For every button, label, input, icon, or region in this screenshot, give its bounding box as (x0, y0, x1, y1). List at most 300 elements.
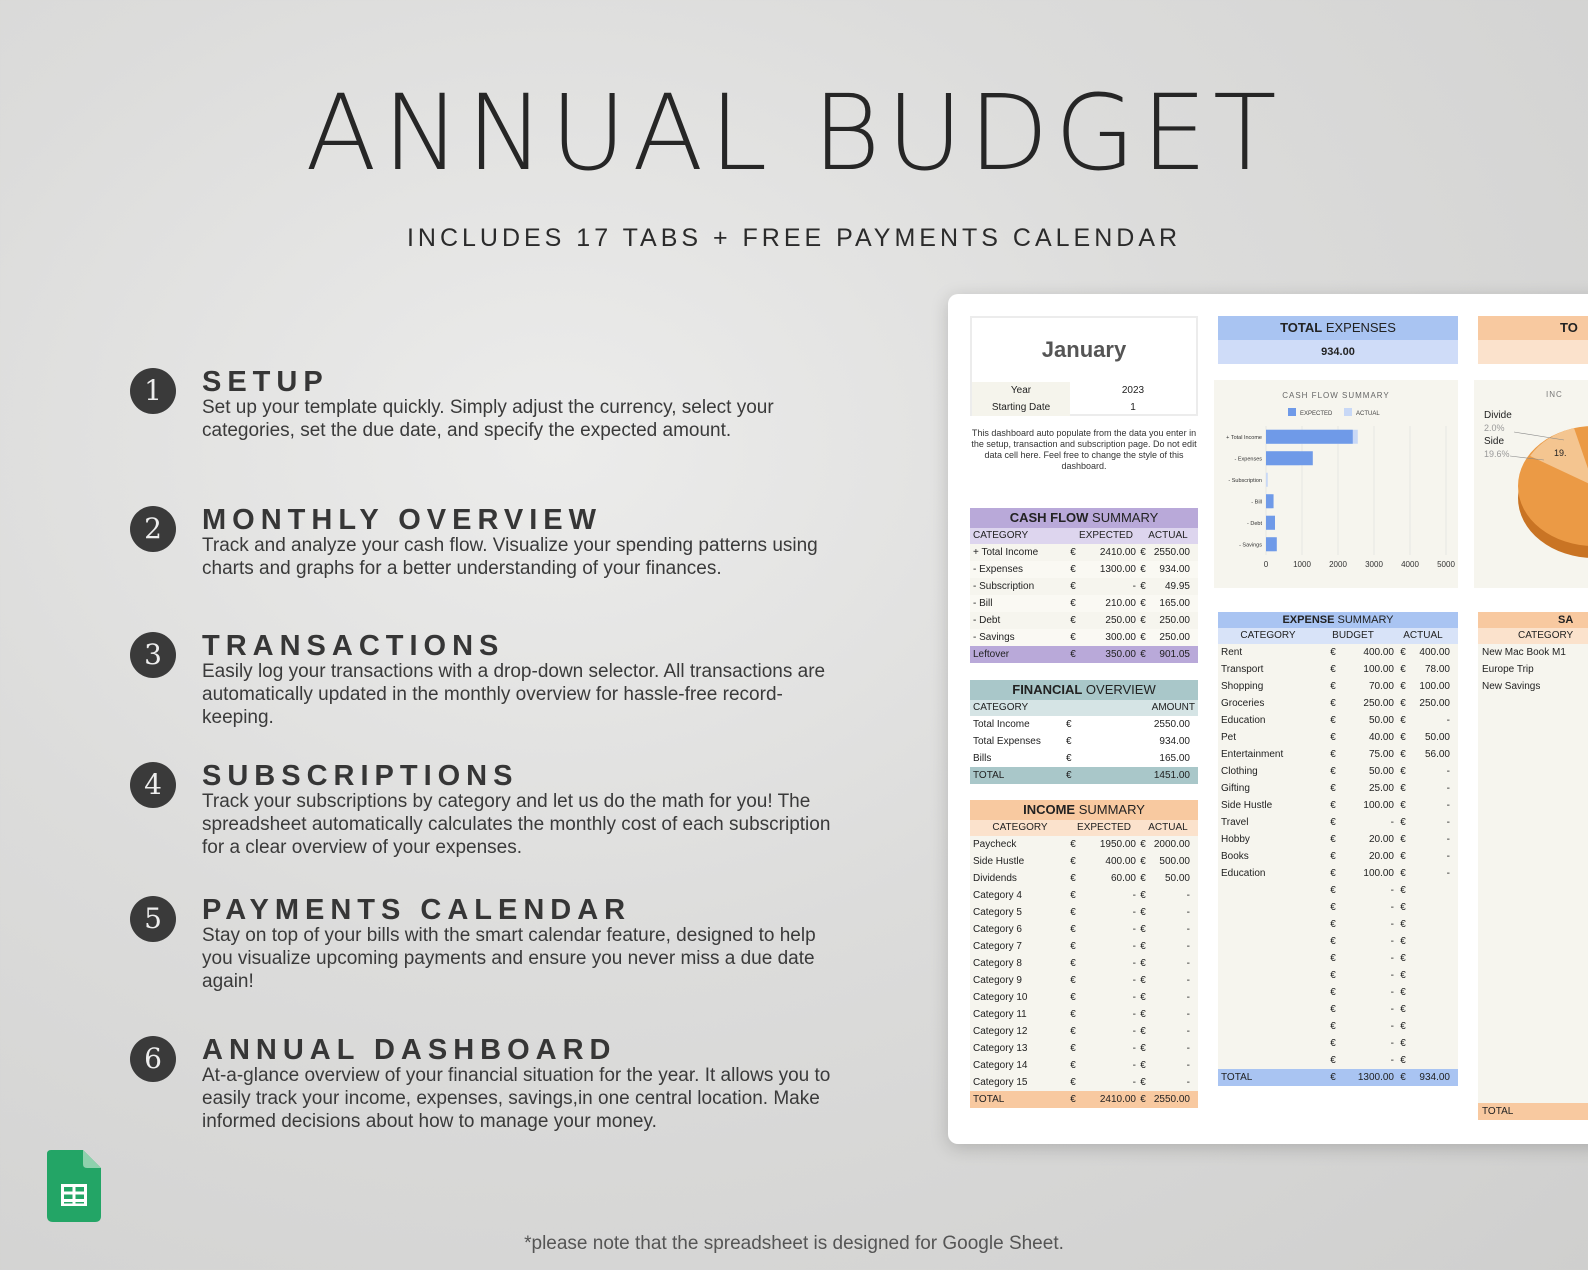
cell: € (1140, 941, 1146, 952)
cashflow-header (970, 508, 1198, 528)
cell: - (1446, 766, 1450, 777)
table-row (1218, 1001, 1458, 1018)
col-actual: ACTUAL (1403, 630, 1443, 641)
cell: 350.00 (1105, 649, 1136, 660)
page-subtitle: INCLUDES 17 TABS + FREE PAYMENTS CALENDAR (406, 224, 1182, 252)
pie-title: INC (1546, 390, 1563, 399)
cell (1412, 950, 1458, 967)
col-expected: EXPECTED (1077, 822, 1131, 833)
y-category-label: - Savings (1239, 542, 1262, 549)
table-row (970, 578, 1198, 595)
cell: Bills (973, 753, 992, 764)
cell: Total Expenses (973, 736, 1041, 747)
month-card (970, 316, 1198, 416)
cell: 20.00 (1368, 851, 1394, 862)
financial-overview-table (970, 680, 1198, 784)
cell: € (1140, 1009, 1146, 1020)
cell: € (1400, 987, 1406, 998)
cashflow-column-headers (970, 528, 1198, 544)
feature-number-badge: 4 (130, 762, 176, 808)
year-value[interactable]: 2023 (1121, 385, 1145, 396)
cell: Category 6 (973, 924, 1022, 935)
cell: Books (1221, 851, 1249, 862)
cell: Groceries (1221, 698, 1265, 709)
cell: - (1186, 941, 1190, 952)
savings-summary-table (1478, 612, 1588, 1120)
feature-6 (130, 1034, 850, 1154)
cell: € (1140, 907, 1146, 918)
cell: € (1400, 817, 1406, 828)
cell (1218, 950, 1324, 967)
cell: - (1186, 907, 1190, 918)
cell: Total Income (973, 719, 1030, 730)
table-row (970, 921, 1198, 938)
cell: - (1186, 1009, 1190, 1020)
cell: - (1132, 1077, 1136, 1088)
cell: Category 15 (973, 1077, 1028, 1088)
cell (1218, 933, 1324, 950)
table-row (970, 938, 1198, 955)
cell: € (1140, 856, 1146, 867)
cell: € (1140, 1026, 1146, 1037)
x-tick-label: 4000 (1401, 560, 1419, 569)
cell: € (1400, 647, 1406, 658)
cashflow-chart (1214, 380, 1458, 588)
cell: € (1140, 649, 1146, 660)
col-amount: AMOUNT (1151, 702, 1195, 713)
pie-pct-1: 2.0% (1484, 423, 1505, 433)
chart-title: CASH FLOW SUMMARY (1282, 391, 1390, 400)
cell: € (1070, 941, 1076, 952)
table-row (1218, 848, 1458, 865)
cell: - (1390, 936, 1394, 947)
y-category-label: - Bill (1251, 499, 1262, 506)
cell (1412, 984, 1458, 1001)
cell: € (1400, 970, 1406, 981)
table-row (970, 989, 1198, 1006)
feature-description: Track your subscriptions by category and let us do the math for you! The spreadsheet automatically calculates the monthly cost of each subscription for a clear overview of your expenses. (202, 791, 831, 858)
cell: € (1140, 1060, 1146, 1071)
cashflow-rows (970, 544, 1198, 663)
cell: 49.95 (1164, 581, 1190, 592)
total-other-card (1478, 316, 1588, 364)
cell: 1300.00 (1099, 564, 1136, 575)
cell: Category 9 (973, 975, 1022, 986)
cell: € (1400, 715, 1406, 726)
cell: € (1400, 698, 1406, 709)
cell: - (1132, 1026, 1136, 1037)
total-other-value (1478, 340, 1588, 364)
feature-description: At-a-glance overview of your financial situation for the year. It allows you to easily track your income, expenses, savings,in one central location. Make informed decisions about how to manage your money. (202, 1065, 831, 1132)
table-row (970, 870, 1198, 887)
cell: € (1070, 1094, 1076, 1105)
col-actual: ACTUAL (1148, 530, 1188, 541)
page-title: ANNUAL BUDGET (305, 72, 1283, 194)
feature-2 (130, 504, 850, 624)
cell: € (1140, 598, 1146, 609)
table-row (1218, 967, 1458, 984)
cell: 100.00 (1363, 664, 1394, 675)
cell: € (1140, 890, 1146, 901)
cashflow-summary-table (970, 508, 1198, 663)
income-rows (970, 836, 1198, 1108)
cell: € (1140, 581, 1146, 592)
cell (1218, 1052, 1324, 1069)
cell: - Debt (973, 615, 1001, 626)
table-row (1218, 814, 1458, 831)
cell: - (1390, 885, 1394, 896)
cell: Category 12 (973, 1026, 1028, 1037)
cell: € (1066, 719, 1072, 730)
cell: € (1330, 885, 1336, 896)
cell: 250.00 (1159, 615, 1190, 626)
cashflow-bar-chart (1214, 380, 1458, 588)
cell: € (1140, 924, 1146, 935)
cell: € (1140, 547, 1146, 558)
footnote: *please note that the spreadsheet is designed for Google Sheet. (524, 1233, 1064, 1254)
savings-item: Europe Trip (1482, 664, 1534, 675)
cell (1412, 882, 1458, 899)
cashflow-leftover-row (970, 646, 1198, 663)
cell: 1451.00 (1153, 770, 1190, 781)
cell: 50.00 (1368, 766, 1394, 777)
cell: 250.00 (1105, 615, 1136, 626)
table-row (970, 716, 1198, 733)
feature-heading: SETUP (202, 366, 329, 398)
cell: € (1330, 987, 1336, 998)
expense-column-headers (1218, 628, 1458, 644)
cell: 2550.00 (1153, 719, 1190, 730)
col-category: CATEGORY (973, 530, 1029, 541)
start-date-value[interactable]: 1 (1130, 402, 1136, 413)
cell: € (1070, 547, 1076, 558)
google-sheets-icon (47, 1150, 101, 1222)
cell: - (1132, 1060, 1136, 1071)
cell: Category 8 (973, 958, 1022, 969)
col-category: CATEGORY (1240, 630, 1296, 641)
cell (1412, 1035, 1458, 1052)
cell: € (1140, 615, 1146, 626)
cell: 50.00 (1164, 873, 1190, 884)
pie-pct-2: 19.6% (1484, 449, 1510, 459)
cell: € (1070, 890, 1076, 901)
feature-heading: ANNUAL DASHBOARD (202, 1034, 617, 1066)
cell: € (1400, 1004, 1406, 1015)
financial-title-rest: OVERVIEW (1082, 682, 1156, 697)
table-row (970, 1057, 1198, 1074)
cell: 165.00 (1159, 753, 1190, 764)
table-row (1218, 763, 1458, 780)
cell: Category 4 (973, 890, 1022, 901)
cell: € (1140, 992, 1146, 1003)
col-budget: BUDGET (1332, 630, 1374, 641)
cell: € (1070, 1009, 1076, 1020)
cell: € (1330, 732, 1336, 743)
cell: - (1390, 1038, 1394, 1049)
income-column-headers (970, 820, 1198, 836)
cell: € (1400, 851, 1406, 862)
table-row (1218, 984, 1458, 1001)
cell: € (1330, 664, 1336, 675)
cell: - Subscription (973, 581, 1035, 592)
cell: € (1330, 800, 1336, 811)
cell: - Expenses (973, 564, 1024, 575)
feature-description: Track and analyze your cash flow. Visualize your spending patterns using charts and graphs for a better understanding of your finances. (202, 535, 818, 579)
cell: 100.00 (1363, 800, 1394, 811)
pie-label-1: Divide (1484, 410, 1512, 421)
cell: 1950.00 (1099, 839, 1136, 850)
total-expenses-title-bold: TOTAL (1280, 320, 1323, 335)
cell: - (1186, 975, 1190, 986)
table-row (1218, 1052, 1458, 1069)
income-pie-chart (1474, 380, 1588, 588)
cell: € (1066, 770, 1072, 781)
table-row (1218, 899, 1458, 916)
savings-total-row: TOTAL (1478, 1103, 1588, 1120)
table-row (970, 1006, 1198, 1023)
cell: € (1330, 851, 1336, 862)
pie-pct-3: 19. (1554, 448, 1567, 458)
cell: 250.00 (1363, 698, 1394, 709)
cell: 50.00 (1424, 732, 1450, 743)
cell: € (1070, 907, 1076, 918)
legend-label: ACTUAL (1356, 411, 1380, 417)
table-row (1218, 661, 1458, 678)
bar-expected (1266, 430, 1353, 444)
cell: € (1330, 715, 1336, 726)
cell: - (1132, 1009, 1136, 1020)
table-row (970, 955, 1198, 972)
cell: € (1400, 664, 1406, 675)
cell: € (1400, 681, 1406, 692)
feature-heading: TRANSACTIONS (202, 630, 505, 662)
table-row (1218, 865, 1458, 882)
cell: TOTAL (973, 770, 1005, 781)
cell: 400.00 (1363, 647, 1394, 658)
cell: - (1390, 953, 1394, 964)
cell: € (1400, 783, 1406, 794)
cell: € (1330, 970, 1336, 981)
cell: Category 5 (973, 907, 1022, 918)
table-row (970, 629, 1198, 646)
cell: 165.00 (1159, 598, 1190, 609)
expense-summary-table (1218, 612, 1458, 1086)
cell: Pet (1221, 732, 1237, 743)
table-row (1218, 916, 1458, 933)
feature-description: Easily log your transactions with a drop-down selector. All transactions are automatically updated in the monthly overview for hassle-free record-keeping. (202, 661, 826, 728)
cell: - (1446, 851, 1450, 862)
table-row (1218, 695, 1458, 712)
cell (1412, 1052, 1458, 1069)
table-row (970, 595, 1198, 612)
cell: - (1446, 834, 1450, 845)
cell: - (1132, 992, 1136, 1003)
cell: 70.00 (1368, 681, 1394, 692)
cell: 500.00 (1159, 856, 1190, 867)
cell: € (1400, 919, 1406, 930)
y-category-label: - Subscription (1228, 477, 1262, 484)
cell: € (1400, 902, 1406, 913)
cell: € (1400, 1072, 1406, 1083)
total-expenses-card (1218, 316, 1458, 364)
cell: - (1390, 1021, 1394, 1032)
cell: € (1330, 1055, 1336, 1066)
cell: - (1390, 902, 1394, 913)
feature-heading: SUBSCRIPTIONS (202, 760, 519, 792)
cell: - (1132, 941, 1136, 952)
cell: Category 10 (973, 992, 1028, 1003)
savings-rows (1478, 644, 1588, 1103)
cell: - (1390, 970, 1394, 981)
cell: Category 11 (973, 1009, 1027, 1020)
cell: € (1070, 615, 1076, 626)
cell: € (1330, 698, 1336, 709)
cell: Side Hustle (973, 856, 1025, 867)
cell: - (1132, 907, 1136, 918)
bar-expected (1266, 537, 1277, 551)
expense-rows (1218, 644, 1458, 1086)
month-title: January (1041, 337, 1127, 362)
cell: - (1186, 1043, 1190, 1054)
income-title-bold: INCOME (1023, 802, 1076, 817)
cell: € (1400, 749, 1406, 760)
table-row (970, 544, 1198, 561)
spreadsheet-preview (948, 294, 1588, 1144)
cell: € (1070, 1026, 1076, 1037)
cell (1412, 967, 1458, 984)
income-title-rest: SUMMARY (1075, 802, 1145, 817)
cell: € (1400, 732, 1406, 743)
cell: € (1070, 924, 1076, 935)
cell: Rent (1221, 647, 1243, 658)
cell (1412, 916, 1458, 933)
cell: 78.00 (1424, 664, 1450, 675)
cell: € (1330, 647, 1336, 658)
cell: 1300.00 (1357, 1072, 1394, 1083)
cell: 2550.00 (1153, 1094, 1190, 1105)
cell: € (1330, 783, 1336, 794)
cell: - (1132, 975, 1136, 986)
start-date-row (972, 399, 1196, 416)
cell: 100.00 (1419, 681, 1450, 692)
expense-title-rest: SUMMARY (1334, 614, 1394, 626)
table-row (1218, 831, 1458, 848)
cell: € (1330, 749, 1336, 760)
table-row (1218, 746, 1458, 763)
cell: € (1140, 958, 1146, 969)
cell: 2410.00 (1099, 1094, 1136, 1105)
cell: € (1400, 885, 1406, 896)
cell (1218, 967, 1324, 984)
cell (1218, 882, 1324, 899)
cell: Category 13 (973, 1043, 1028, 1054)
financial-title-bold: FINANCIAL (1012, 682, 1083, 697)
feature-heading: PAYMENTS CALENDAR (202, 894, 632, 926)
cell: € (1400, 800, 1406, 811)
total-other-header (1478, 316, 1588, 340)
financial-total-row (970, 767, 1198, 784)
year-label: Year (972, 382, 1070, 399)
cell: - (1390, 1055, 1394, 1066)
cell (1412, 933, 1458, 950)
cell: € (1140, 839, 1146, 850)
cell: € (1400, 953, 1406, 964)
expense-header (1218, 612, 1458, 628)
table-row (970, 561, 1198, 578)
cell: - (1132, 581, 1136, 592)
cell: € (1400, 868, 1406, 879)
cell: 934.00 (1159, 564, 1190, 575)
financial-column-headers (970, 700, 1198, 716)
cell (1218, 916, 1324, 933)
cell: 400.00 (1419, 647, 1450, 658)
cell: - (1446, 817, 1450, 828)
financial-header (970, 680, 1198, 700)
table-row (970, 904, 1198, 921)
col-expected: EXPECTED (1079, 530, 1133, 541)
legend-swatch (1344, 408, 1352, 416)
cell: € (1330, 1004, 1336, 1015)
cell: € (1140, 1077, 1146, 1088)
cell (1412, 1018, 1458, 1035)
cell: - (1186, 958, 1190, 969)
cell: - (1132, 958, 1136, 969)
cell: 60.00 (1110, 873, 1136, 884)
feature-description: Stay on top of your bills with the smart calendar feature, designed to help you visualize upcoming payments and ensure you never miss a due date again! (202, 925, 816, 992)
cell: - (1132, 924, 1136, 935)
year-row (972, 382, 1196, 399)
cell: € (1330, 1038, 1336, 1049)
cell (1218, 899, 1324, 916)
cell: - (1186, 890, 1190, 901)
col-actual: ACTUAL (1148, 822, 1188, 833)
table-row (1218, 712, 1458, 729)
cell: € (1330, 1021, 1336, 1032)
cell: + Total Income (973, 547, 1039, 558)
cell (1218, 1001, 1324, 1018)
total-expenses-value: 934.00 (1218, 340, 1458, 364)
bar-expected (1266, 451, 1313, 465)
table-row (970, 1074, 1198, 1091)
legend-label: EXPECTED (1300, 411, 1333, 417)
cell: 2550.00 (1153, 547, 1190, 558)
total-expenses-header (1218, 316, 1458, 340)
income-total-row (970, 1091, 1198, 1108)
cell: € (1066, 753, 1072, 764)
cell: € (1330, 1072, 1336, 1083)
cell: € (1070, 598, 1076, 609)
cell: Education (1221, 868, 1266, 879)
cell: - Savings (973, 632, 1015, 643)
cell: 400.00 (1105, 856, 1136, 867)
cell: € (1330, 766, 1336, 777)
cell: Gifting (1221, 783, 1250, 794)
cell: € (1140, 632, 1146, 643)
cell: 934.00 (1419, 1072, 1450, 1083)
total-other-title-bold: TO (1560, 320, 1578, 335)
dashboard-note: This dashboard auto populate from the data you enter in the setup, transaction and subscription page. Do not edit data cell here. Feel free to change the style of this dashboard. (971, 428, 1197, 471)
table-row (1218, 1035, 1458, 1052)
cell: € (1400, 1021, 1406, 1032)
cell: - (1186, 1077, 1190, 1088)
cell: € (1070, 958, 1076, 969)
total-expenses-title-rest: EXPENSES (1322, 320, 1396, 335)
cell: € (1070, 856, 1076, 867)
cell: € (1140, 975, 1146, 986)
cell: 250.00 (1419, 698, 1450, 709)
table-row (1218, 950, 1458, 967)
cell: - (1186, 992, 1190, 1003)
